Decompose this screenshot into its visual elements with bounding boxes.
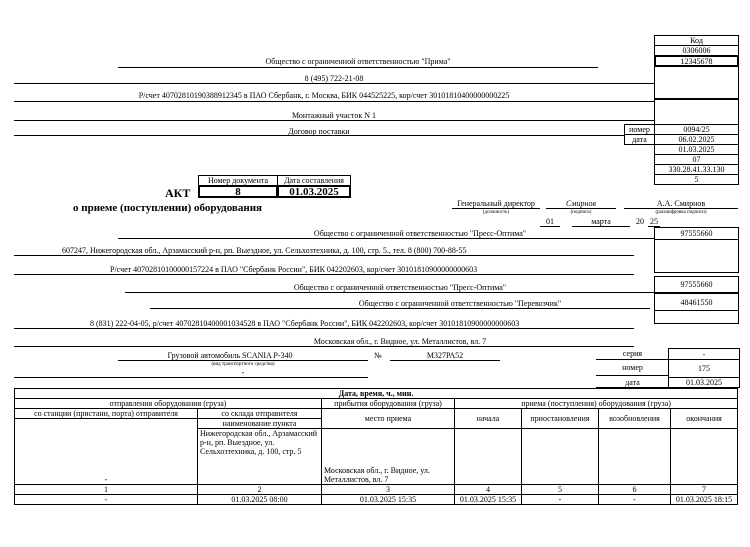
- num-5: 5: [522, 485, 599, 495]
- val-2: 01.03.2025 08:00: [198, 495, 322, 505]
- number-label: номер: [596, 359, 669, 376]
- sender-address: Нижегородская обл., Арзамасский р-н, рп. Выездное, ул. Сельхозтехника, д. 100, стр. 5: [198, 429, 322, 485]
- code-five: 5: [654, 174, 739, 185]
- col-warehouse: со склада отправителя: [198, 409, 322, 419]
- code-blank-4: [654, 310, 739, 324]
- act-subtitle: о приеме (поступлении) оборудования: [73, 202, 263, 214]
- col-place: место приема: [322, 409, 455, 429]
- approver-signature: Смирнов: [566, 199, 596, 208]
- num-7: 7: [671, 485, 738, 495]
- vehicle-no-sign: №: [374, 351, 382, 360]
- num-3: 3: [322, 485, 455, 495]
- supplier-name: Общество с ограниченной ответственностью "Пресс-Оптима": [313, 229, 527, 238]
- station-dash: -: [15, 419, 198, 485]
- num-2: 2: [198, 485, 322, 495]
- act-word: АКТ: [165, 186, 191, 200]
- supplier-bank: Р/счет 40702810100000157224 в ПАО "Сбербанк России", БИК 042202603, кор/счет 30101810900000000603: [110, 265, 478, 274]
- val-6: -: [599, 495, 671, 505]
- timing-table: [14, 388, 738, 505]
- empty-start: [455, 429, 522, 485]
- org-bank: Р/счет 40702810190388912345 в ПАО Сбербанк, г. Москва, БИК 044525225, кор/счет 30101810400000000225: [138, 91, 510, 100]
- code-blank-2: [654, 99, 739, 125]
- okved-code: 330.28.41.33.130: [654, 164, 739, 175]
- docnum-label: Номер документа: [198, 175, 278, 186]
- col-station: со станции (пристани, порта) отправителя: [15, 409, 198, 419]
- carrier-details: 8 (831) 222-04-05, р/счет 40702810400001034528 в ПАО "Сбербанк России", БИК 042202603, кор/счет 30101810900000000603: [90, 319, 520, 328]
- group-receipt: приема (поступления) оборудования (груза): [455, 399, 738, 409]
- shipper-name: Общество с ограниченной ответственностью "Пресс-Оптима": [293, 283, 507, 292]
- signature-caption: (подпись): [570, 210, 592, 215]
- okpo-shipper: 97555660: [654, 276, 739, 293]
- vdate-label: дата: [596, 377, 669, 388]
- val-7: 01.03.2025 18:15: [671, 495, 738, 505]
- approve-year-suffix: 25: [650, 217, 658, 226]
- docdate-label: Дата составления: [277, 175, 351, 186]
- carrier-name: Общество с ограниченной ответственностью "Перевозчик": [358, 299, 562, 308]
- date-2: 01.03.2025: [654, 144, 739, 155]
- okpo-carrier: 48461550: [654, 293, 739, 311]
- col-resume: возобновления: [599, 409, 671, 429]
- point-name: наименование пункта: [198, 419, 322, 429]
- vehicle-dash: -: [241, 368, 245, 377]
- okpo-supplier: 97555660: [654, 227, 739, 240]
- series-value: -: [668, 348, 740, 360]
- empty-end: [671, 429, 738, 485]
- position-caption: (должность): [482, 210, 510, 215]
- approve-day: 01: [546, 217, 554, 226]
- name-caption: (расшифровка подписи): [655, 210, 707, 215]
- number-value: 175: [668, 359, 740, 378]
- okpo-org: 12345678: [654, 55, 739, 67]
- val-1: -: [15, 495, 198, 505]
- code-header: Код: [654, 35, 739, 46]
- empty-resume: [599, 429, 671, 485]
- vehicle-name: Грузовой автомобиль SCANIA P-340: [167, 351, 293, 360]
- series-label: серия: [596, 348, 669, 360]
- date-label: дата: [624, 134, 655, 145]
- contract-date: 06.02.2025: [654, 134, 739, 145]
- col-end: окончания: [671, 409, 738, 429]
- approver-name: А.А. Смирнов: [656, 199, 706, 208]
- approve-year-prefix: 20: [636, 217, 644, 226]
- empty-pause: [522, 429, 599, 485]
- delivery-address: Московская обл., г. Видное, ул. Металлистов, вл. 7: [313, 337, 487, 346]
- vehicle-plate: М327РА52: [426, 351, 464, 360]
- vdate-value: 01.03.2025: [668, 377, 740, 388]
- vehicle-caption: (вид транспортного средства): [211, 362, 275, 367]
- code-blank-1: [654, 66, 739, 99]
- group-arrival: прибытия оборудования (груза): [322, 399, 455, 409]
- org-division: Монтажный участок N 1: [292, 111, 376, 120]
- col-start: начала: [455, 409, 522, 429]
- act-date: 01.03.2025: [277, 185, 351, 198]
- org-name: Общество с ограниченной ответственностью "Прима": [265, 57, 451, 66]
- approve-month: марта: [591, 217, 611, 226]
- table-title: Дата, время, ч., мин.: [15, 389, 738, 399]
- approver-position: Генеральный директор: [457, 199, 535, 208]
- num-4: 4: [455, 485, 522, 495]
- order-number: 0094/25: [654, 124, 739, 135]
- val-3: 01.03.2025 15:35: [322, 495, 455, 505]
- org-phone: 8 (495) 722-21-08: [304, 74, 364, 83]
- operation-code: 07: [654, 154, 739, 165]
- org-basis: Договор поставки: [288, 127, 350, 136]
- receiver-address: Московская обл., г. Видное, ул. Металлистов, вл. 7: [322, 429, 455, 485]
- num-1: 1: [15, 485, 198, 495]
- order-label: номер: [624, 124, 655, 135]
- val-5: -: [522, 495, 599, 505]
- act-number: 8: [198, 185, 278, 198]
- num-6: 6: [599, 485, 671, 495]
- val-4: 01.03.2025 15:35: [455, 495, 522, 505]
- group-dispatch: отправления оборудования (груза): [15, 399, 322, 409]
- col-pause: приостановления: [522, 409, 599, 429]
- okud-code: 0306006: [654, 45, 739, 56]
- code-blank-3: [654, 239, 739, 273]
- supplier-address: 607247, Нижегородская обл., Арзамасский р-н, рп. Выездное, ул. Сельхозтехника, д. 100, стр. 5., тел. 8 (800) 700-88-55: [62, 246, 467, 255]
